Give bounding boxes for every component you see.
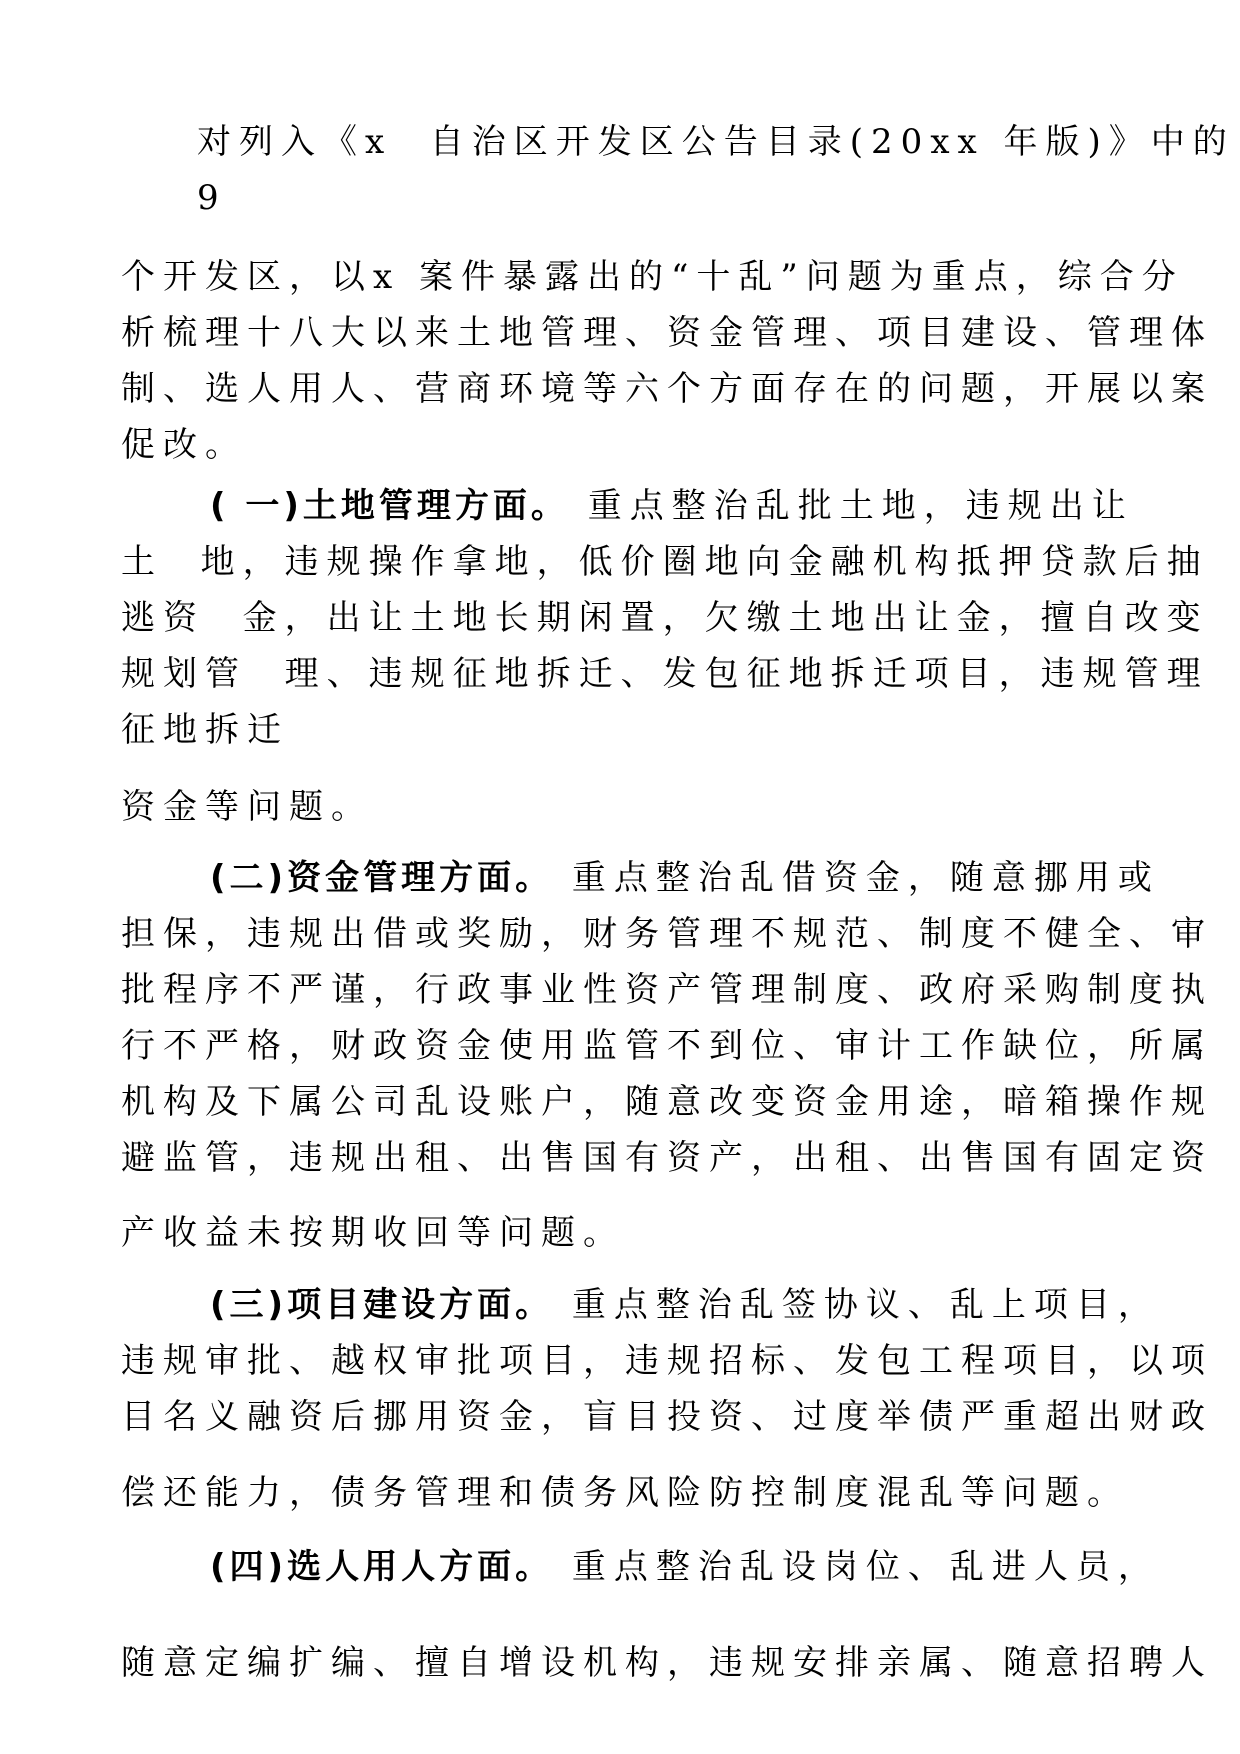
section-2-line-7: 产收益未按期收回等问题。	[121, 1213, 625, 1253]
section-2-line-4: 行不严格，财政资金使用监管不到位、审计工作缺位，所属	[121, 1026, 1213, 1066]
section-3-line-2: 违规审批、越权审批项目，违规招标、发包工程项目，以项	[121, 1341, 1213, 1381]
section-3-line-1-text: 重点整治乱签协议、乱上项目，	[553, 1285, 1160, 1325]
section-3-line-3: 目名义融资后挪用资金，盲目投资、过度举债严重超出财政	[121, 1397, 1213, 1437]
intro-line-3: 个开发区，以x 案件暴露出的“十乱”问题为重点，综合分	[121, 257, 1184, 297]
intro-line-4: 析梳理十八大以来土地管理、资金管理、项目建设、管理体	[121, 313, 1213, 353]
intro-line-5: 制、选人用人、营商环境等六个方面存在的问题，开展以案	[121, 369, 1213, 409]
intro-line-2: 9	[197, 178, 227, 218]
section-1-line-1	[210, 486, 1134, 526]
section-1-line-6: 资金等问题。	[121, 787, 373, 827]
section-4-line-1	[210, 1547, 1160, 1587]
section-2-line-6: 避监管，违规出租、出售国有资产，出租、出售国有固定资	[121, 1138, 1213, 1178]
section-2-line-1-text: 重点整治乱借资金，随意挪用或	[553, 858, 1160, 898]
section-2-line-3: 批程序不严谨，行政事业性资产管理制度、政府采购制度执	[121, 970, 1213, 1010]
section-4-heading: (四)选人用人方面。	[210, 1547, 554, 1587]
section-2-line-2: 担保，违规出借或奖励，财务管理不规范、制度不健全、审	[121, 914, 1213, 954]
section-2-heading: (二)资金管理方面。	[210, 858, 554, 898]
section-3-heading: (三)项目建设方面。	[210, 1285, 554, 1325]
section-4-line-2: 随意定编扩编、擅自增设机构，违规安排亲属、随意招聘人	[121, 1643, 1213, 1683]
intro-line-1: 对列入《x 自治区开发区公告目录(20xx 年版)》中的	[197, 122, 1235, 162]
section-1-line-4: 规划管 理、违规征地拆迁、发包征地拆迁项目，违规管理	[121, 654, 1209, 694]
section-1-heading: ( 一)土地管理方面。	[210, 486, 569, 526]
section-1-line-2: 土 地，违规操作拿地，低价圈地向金融机构抵押贷款后抽	[121, 542, 1209, 582]
section-1-line-5: 征地拆迁	[121, 710, 289, 750]
section-1-line-3: 逃资 金，出让土地长期闲置，欠缴土地出让金，擅自改变	[121, 598, 1209, 638]
section-4-line-1-text: 重点整治乱设岗位、乱进人员，	[553, 1547, 1160, 1587]
section-2-line-1	[210, 858, 1160, 898]
section-3-line-1	[210, 1285, 1160, 1325]
section-3-line-4: 偿还能力，债务管理和债务风险防控制度混乱等问题。	[121, 1473, 1129, 1513]
section-1-line-1-text: 重点整治乱批土地，违规出让	[568, 486, 1134, 526]
intro-line-6: 促改。	[121, 425, 247, 465]
section-2-line-5: 机构及下属公司乱设账户，随意改变资金用途，暗箱操作规	[121, 1082, 1213, 1122]
